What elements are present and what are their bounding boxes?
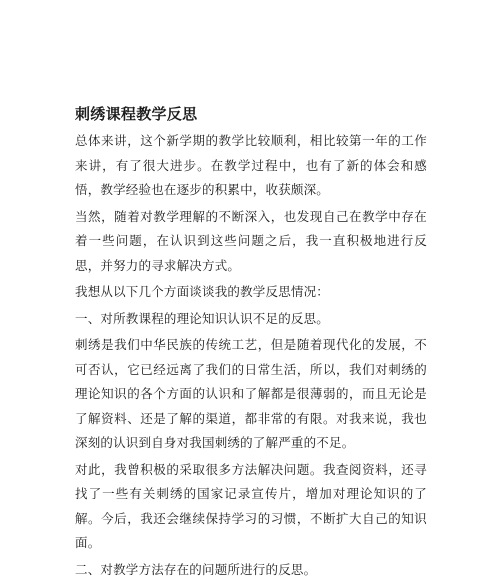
paragraph-intro: 总体来讲，这个新学期的教学比较顺利，相比较第一年的工作来讲，有了很大进步。在教学过程中，也有了新的体会和感悟，教学经验也在逐步的积累中，收获颇深。 (75, 129, 427, 203)
paragraph-embroidery-theory: 刺绣是我们中华民族的传统工艺，但是随着现代化的发展，不可否认，它已经远离了我们的日常生活，所以，我们对刺绣的理论知识的各个方面的认识和了解都是很薄弱的，而且无论是了解资料、还是了解的渠道，都非常的有限。对我来说，我也深刻的认识到自身对我国刺绣的了解严重的不足。 (75, 333, 427, 456)
paragraph-problems: 当然，随着对教学理解的不断深入，也发现自己在教学中存在着一些问题，在认识到这些问题之后，我一直积极地进行反思，并努力的寻求解决方式。 (75, 205, 427, 279)
paragraph-aspects-intro: 我想从以下几个方面谈谈我的教学反思情况： (75, 280, 427, 305)
paragraph-solutions: 对此，我曾积极的采取很多方法解决问题。我查阅资料，还寻找了一些有关刺绣的国家记录宣传片，增加对理论知识的了解。今后，我还会继续保持学习的习惯，不断扩大自己的知识面。 (75, 458, 427, 556)
section-heading-2: 二、对教学方法存在的问题所进行的反思。 (75, 558, 427, 582)
document-body (75, 103, 427, 582)
document-title: 刺绣课程教学反思 (75, 103, 427, 125)
section-heading-1: 一、对所教课程的理论知识认识不足的反思。 (75, 307, 427, 332)
